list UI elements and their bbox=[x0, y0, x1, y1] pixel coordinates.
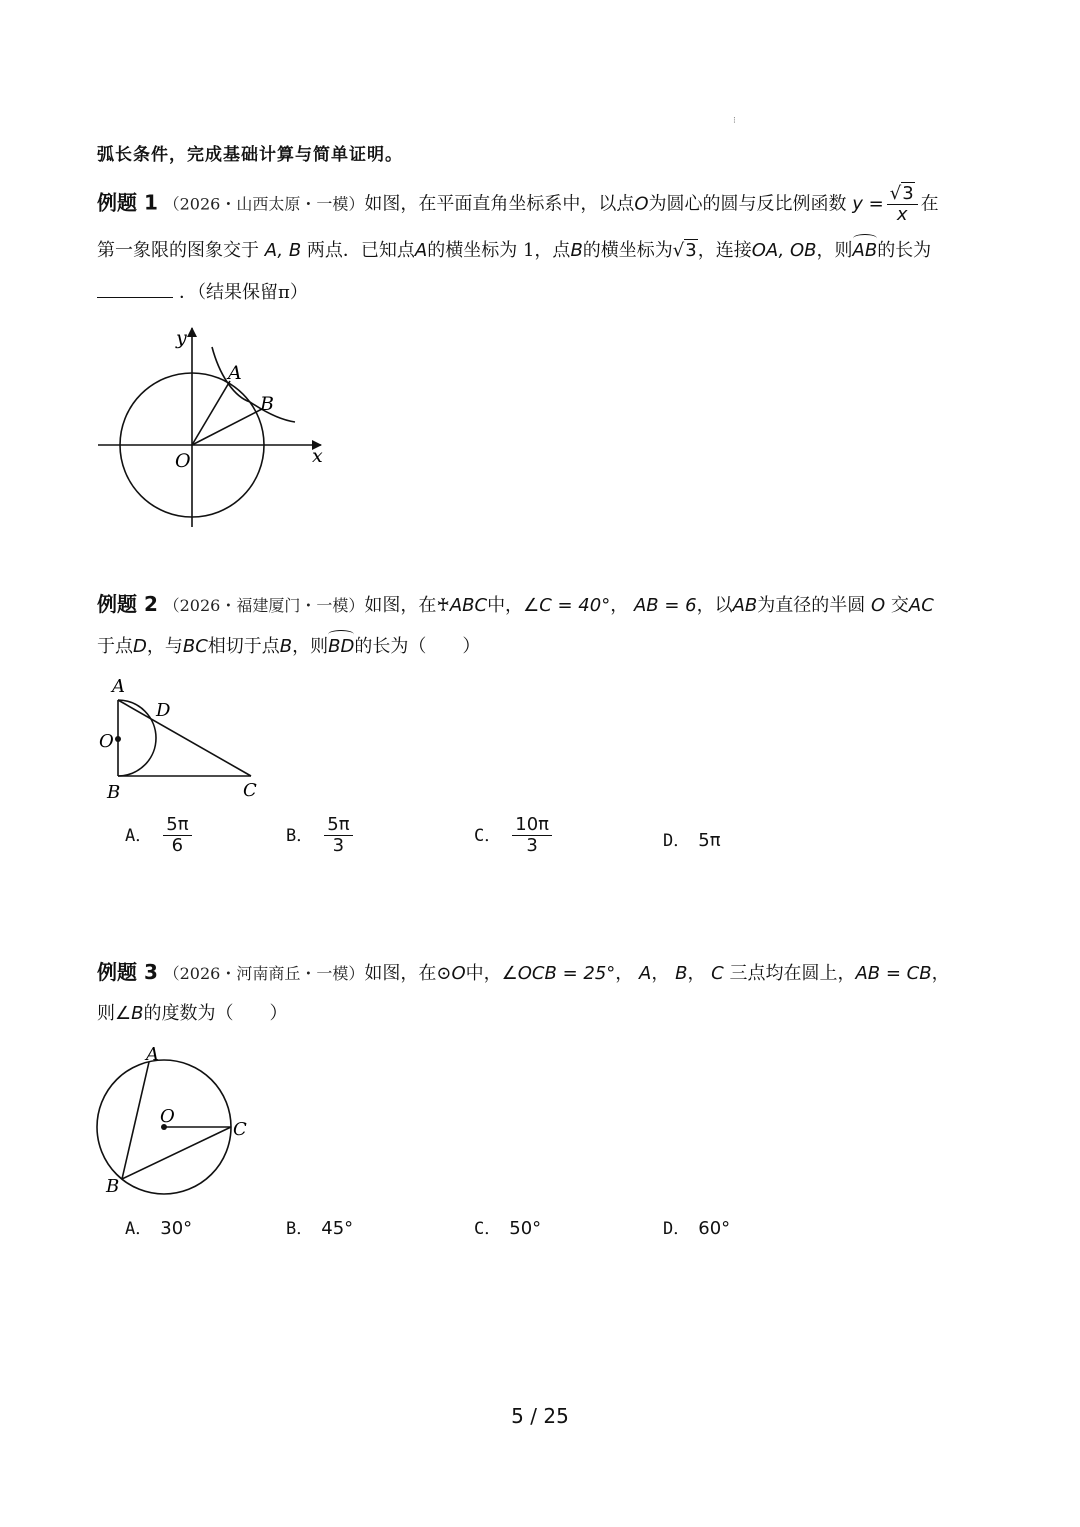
q3-label: 例题 3 bbox=[97, 960, 158, 984]
label-c: C bbox=[233, 1119, 247, 1140]
q2-figure bbox=[93, 672, 273, 804]
q2-segment-ac: AC bbox=[908, 595, 934, 616]
q2-text: ，以 bbox=[696, 595, 733, 616]
q3-option-c[interactable] bbox=[474, 1214, 541, 1239]
label-d: D bbox=[156, 700, 171, 721]
q1-label: 例题 1 bbox=[97, 190, 158, 215]
q2-option-b[interactable] bbox=[286, 815, 356, 856]
q3-option-a[interactable] bbox=[125, 1214, 192, 1239]
q1-point-o: O bbox=[634, 193, 649, 215]
q1-text: ，则 bbox=[816, 240, 853, 261]
q2-arc-bd: BD bbox=[328, 632, 354, 662]
q3-line-1 bbox=[97, 957, 950, 989]
q3-line-2 bbox=[97, 999, 288, 1029]
option-den: 6 bbox=[171, 835, 184, 856]
option-value: 60° bbox=[698, 1218, 731, 1239]
q2-text: 于点 bbox=[97, 636, 133, 657]
q2-text: 的长为（ ） bbox=[354, 636, 481, 657]
label-c: C bbox=[243, 780, 257, 801]
q2-line-1 bbox=[97, 589, 934, 621]
y-axis-label: y bbox=[176, 327, 187, 349]
q1-text: ．（结果保留π） bbox=[179, 282, 308, 303]
option-num: 10π bbox=[512, 815, 552, 836]
q1-text: 在 bbox=[920, 193, 939, 215]
q1-figure bbox=[95, 322, 335, 532]
q1-text: 为圆心的圆与反比例函数 bbox=[648, 193, 847, 215]
center-dot bbox=[115, 736, 121, 742]
option-letter: C． bbox=[474, 825, 502, 846]
q1-text: 的横坐标为 1，点 bbox=[427, 240, 571, 261]
q3-point-c: C bbox=[711, 963, 724, 984]
segment-ab bbox=[122, 1062, 149, 1179]
q2-option-d[interactable] bbox=[663, 826, 721, 851]
q3-point-o: O bbox=[451, 963, 466, 984]
q1-text: ，连接 bbox=[697, 240, 752, 261]
label-o: O bbox=[160, 1106, 175, 1127]
option-letter: B． bbox=[286, 825, 314, 846]
q3-text: 如图，在⊙ bbox=[364, 963, 452, 984]
q3-text: ， bbox=[651, 963, 670, 984]
q1-text: 两点．已知点 bbox=[306, 240, 415, 261]
q1-line-3 bbox=[97, 278, 308, 308]
option-letter: D． bbox=[663, 1219, 691, 1239]
x-axis-label: x bbox=[312, 445, 323, 467]
q1-line-1 bbox=[97, 184, 939, 225]
q1-answer-blank[interactable] bbox=[97, 297, 173, 298]
q2-point-d: D bbox=[133, 636, 147, 657]
option-num: 5π bbox=[163, 815, 191, 836]
label-b: B bbox=[107, 782, 121, 803]
q1-point-a: A bbox=[414, 240, 428, 261]
q2-text: 为直径的半圆 bbox=[757, 595, 866, 616]
q3-ab-eq-cb: AB = CB bbox=[855, 963, 932, 984]
q2-point-o: O bbox=[870, 595, 886, 616]
option-letter: B． bbox=[286, 1219, 314, 1239]
q1-text: 如图，在平面直角坐标系中，以点 bbox=[364, 193, 635, 215]
q3-text: 中， bbox=[465, 963, 502, 984]
q3-text: 则 bbox=[97, 1003, 115, 1024]
q2-option-a[interactable] bbox=[125, 815, 195, 856]
q1-frac-den: x bbox=[896, 204, 908, 225]
point-b-label: B bbox=[260, 393, 274, 415]
option-letter: D． bbox=[663, 831, 691, 851]
q1-text: 的长为 bbox=[877, 240, 932, 261]
q3-source: （2026・河南商丘・一模） bbox=[163, 964, 365, 983]
label-o: O bbox=[99, 731, 114, 752]
q2-text: ，则 bbox=[292, 636, 329, 657]
q2-option-c[interactable] bbox=[474, 815, 555, 856]
segment-ac bbox=[118, 700, 251, 776]
q3-figure bbox=[93, 1042, 263, 1200]
q1-func-y: y = bbox=[852, 193, 884, 215]
label-a: A bbox=[146, 1044, 159, 1065]
q3-point-b: B bbox=[675, 963, 688, 984]
q3-angle-ocb: ∠OCB = 25° bbox=[501, 963, 616, 984]
q1-frac-num: 3 bbox=[902, 183, 914, 204]
q2-text: ，与 bbox=[146, 636, 183, 657]
q2-angle-c: ∠C = 40° bbox=[523, 595, 611, 616]
option-letter: A． bbox=[125, 1219, 153, 1239]
q1-points-ab: A, B bbox=[264, 240, 302, 261]
q2-line-2 bbox=[97, 632, 480, 662]
option-num: 5π bbox=[324, 815, 352, 836]
q2-text: 相切于点 bbox=[207, 636, 280, 657]
q3-text: ， bbox=[687, 963, 706, 984]
q1-line-2: 第一象限的图象交于 A, B 两点．已知点A的横坐标为 1，点B的横坐标为√3，连接OA, OB，则AB的长为 bbox=[97, 236, 931, 266]
q1-sqrt3: 3 bbox=[685, 240, 697, 261]
option-den: 3 bbox=[526, 835, 538, 856]
intro-text: 弧长条件，完成基础计算与简单证明。 bbox=[97, 145, 403, 165]
q1-point-b: B bbox=[570, 240, 583, 261]
label-b: B bbox=[106, 1176, 120, 1197]
q2-text: ， bbox=[610, 595, 629, 616]
q2-source: （2026・福建厦门・一模） bbox=[163, 596, 365, 615]
q2-point-b: B bbox=[279, 636, 293, 657]
option-den: 3 bbox=[332, 835, 345, 856]
q3-text: ， bbox=[931, 963, 950, 984]
option-letter: C． bbox=[474, 1219, 502, 1239]
q3-text: ， bbox=[615, 963, 634, 984]
q3-text: 三点均在圆上， bbox=[729, 963, 856, 984]
q1-func-fraction: $\frac{√3}{x}$ bbox=[887, 184, 918, 225]
q1-segments: OA, OB bbox=[751, 240, 817, 261]
label-a: A bbox=[112, 676, 125, 697]
q2-label: 例题 2 bbox=[97, 592, 158, 616]
q2-triangle-abc: ABC bbox=[449, 595, 488, 616]
q1-text: 的横坐标为 bbox=[582, 240, 673, 261]
page-mark: ⁝ bbox=[733, 116, 736, 126]
q2-text: 交 bbox=[890, 595, 909, 616]
option-value: 45° bbox=[321, 1218, 354, 1239]
hyperbola-curve bbox=[212, 347, 295, 422]
origin-label: O bbox=[175, 450, 191, 472]
point-a-label: A bbox=[228, 362, 242, 384]
q3-text: 的度数为（ ） bbox=[143, 1003, 288, 1024]
q2-segment-ab: AB bbox=[732, 595, 758, 616]
q1-source: （2026・山西太原・一模） bbox=[163, 194, 365, 214]
q1-arc-ab: AB bbox=[853, 236, 878, 266]
page-number: 5 / 25 bbox=[511, 1404, 569, 1428]
q3-option-b[interactable] bbox=[286, 1214, 353, 1239]
q2-text: 中， bbox=[487, 595, 524, 616]
option-value: 5π bbox=[698, 830, 721, 851]
q2-segment-bc: BC bbox=[182, 636, 208, 657]
q1-text: 第一象限的图象交于 bbox=[97, 240, 259, 261]
q2-text: 如图，在 bbox=[364, 595, 437, 616]
q3-point-a: A bbox=[639, 963, 652, 984]
q3-angle-b: ∠B bbox=[115, 1003, 144, 1024]
option-letter: A． bbox=[125, 825, 153, 846]
q2-triangle-symbol: ♰ bbox=[436, 595, 450, 616]
option-value: 30° bbox=[160, 1218, 193, 1239]
option-value: 50° bbox=[509, 1218, 542, 1239]
q3-option-d[interactable] bbox=[663, 1214, 730, 1239]
q2-ab-length: AB = 6 bbox=[633, 595, 697, 616]
